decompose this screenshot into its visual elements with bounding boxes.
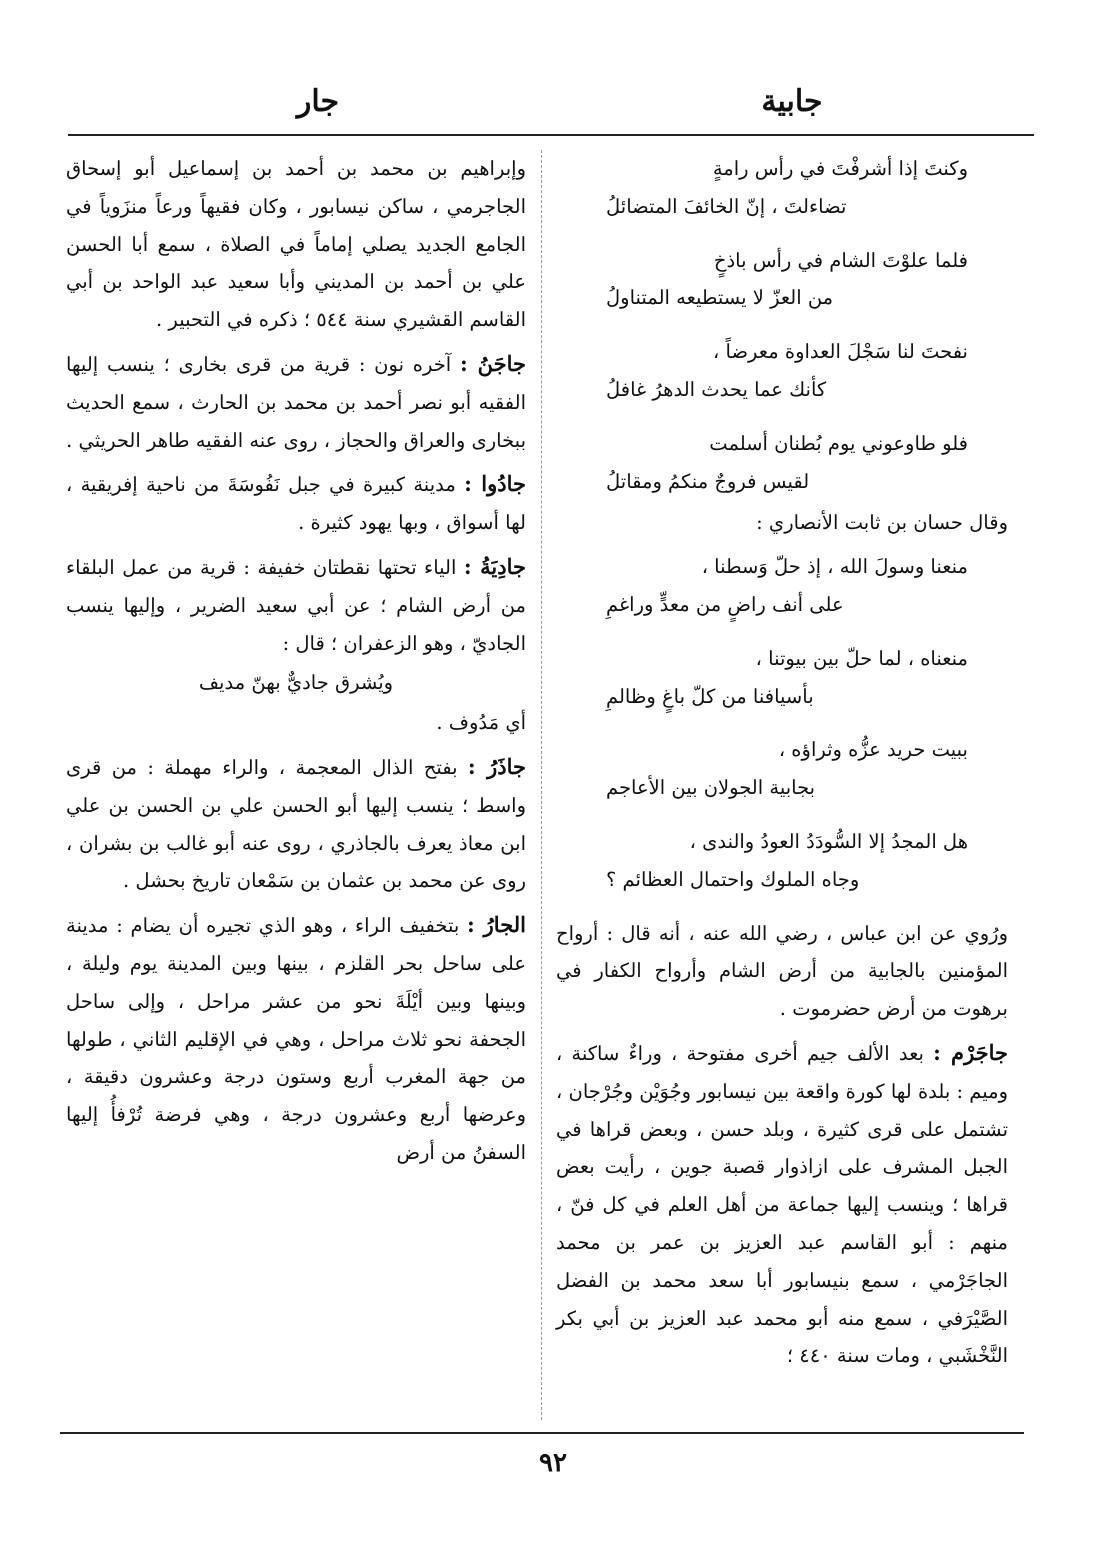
hemistich: لقيس فروجٌ منكمُ ومقاتلُ [606,469,810,493]
entry-headword: جادُوا : [464,471,526,497]
entry-text: آخره نون : قرية من قرى بخارى ؛ ينسب إليها الفقيه أبو نصر أحمد بن محمد بن الحارث ، سمع الحديث ببخارى والعراق والحجاز ، روى عنه الفقيه طاهر الحريثي . [66,352,526,452]
paragraph: ورُوي عن ابن عباس ، رضي الله عنه ، أنه قال : أرواح المؤمنين بالجابية من أرض الشام وأرواح الكفار في برهوت من أرض حضرموت . [556,921,1008,1021]
hemistich: من العزّ لا يستطيعه المتناولُ [606,286,834,310]
hemistich: وجاه الملوك واحتمال العظائم ؟ [606,867,860,891]
entry-jadhar [66,748,526,900]
hemistich: كأنك عما يحدث الدهرُ غافلُ [606,377,827,401]
hemistich: فلو طاوعوني يوم بُطنان أسلمت [709,431,968,455]
entry-headword: جادِيَةُ : [463,553,527,579]
entry-headword: الجارُ : [467,912,526,938]
hemistich: تضاءلتَ ، إنّ الخائفَ المتضائلُ [606,194,847,218]
entry-text: بفتح الذال المعجمة ، والراء مهملة : من قرى واسط ؛ ينسب إليها أبو الحسن علي بن الحسن بن علي ابن معاذ يعرف بالجاذري ، روى عنه أبو غالب بن بشران ، روى عن محمد بن عثمان بن سَمْعان تاريخ بحشل . [66,755,526,893]
note: أي مَدُوف . [436,711,526,735]
entry-headword: جاجَرْم : [933,1039,1009,1065]
hemistich: بجابية الجولان بين الأعاجم [606,776,816,800]
entry-text: مدينة كبيرة في جبل نَفُوسَةَ من ناحية إفريقية ، لها أسواق ، وبها يهود كثيرة . [66,473,526,535]
page-number: ٩٢ [539,1448,567,1478]
verse-line: ويُشرق جاديٌّ بهنّ مديف [198,671,394,695]
hemistich: نفحتَ لنا سَجْلَ العداوة معرضاً ، [713,340,968,364]
verse [556,425,1008,501]
entry-text: بتخفيف الراء ، وهو الذي تجيره أن يضام : مدينة على ساحل بحر القلزم ، بينها وبين المدينة يوم وليلة ، وبينها وبين أيْلَةَ نحو من عشر مراحل ، وإلى ساحل الجحفة نحو ثلاث مراحل ، وهي في الإقليم الثاني ، طولها من جهة المغرب أربع وستون درجة وعشرون دقيقة ، وعرضها أربع وعشرون درجة ، وهي فرضة تُرْفأُ إليها السفنُ من أرض [66,914,526,1164]
hemistich: وكنتَ إذا أشرفْتَ في رأس رامةٍ [712,157,968,180]
entry-text: بعد الألف جيم أخرى مفتوحة ، وراءٌ ساكنة ، وميم : بلدة لها كورة واقعة بين نيسابور وجُوَيْن وجُرْجان ، تشتمل على قرى كثيرة ، وبلد حسن ، وبعض قراها في الجبل المشرف على ازاذوار قصبة جوين ، رأيت بعض قراها ؛ وينسب إليها جماعة من أهل العلم في كل فنّ ، منهم : أبو القاسم عبد العزيز بن عمر بن محمد الجاجَرْمي ، سمع بنيسابور أبا سعد محمد بن الفضل الصَّيْرَفي ، سمع منه أبو محمد عبد العزيز بن أبي بكر النَّخْشَبي ، ومات سنة ٤٤٠ ؛ [556,1041,1008,1368]
verse [556,640,1008,716]
hemistich: منعناه ، لما حلّ بين بيوتنا ، [755,646,968,670]
verse [556,731,1008,807]
entry-jadiya [66,548,526,662]
header-left-word: جار [296,84,340,119]
right-column [556,150,1008,1381]
hemistich: بأسيافنا من كلّ باغٍ وظالمِ [606,684,814,708]
entry-headword: جاذَرُ : [467,753,526,779]
bottom-rule [60,1432,1024,1434]
poem-intro: وقال حسان بن ثابت الأنصاري : [756,511,1008,535]
verse [556,823,1008,899]
column-divider [541,150,542,1420]
hemistich: هل المجدُ إلا السُّودَدُ العودُ والندى ، [689,829,968,853]
entry-headword: جاجَنُ : [460,350,526,376]
entry-jajan [66,345,526,459]
verse [556,333,1008,409]
hemistich: ببيت حريد عزُّه وثراؤه ، [778,738,968,762]
hemistich: منعنا وسولَ الله ، إذ حلّ وَسطنا ، [701,555,968,579]
top-rule [68,134,1034,136]
verse [556,150,1008,226]
entry-jadu [66,465,526,542]
verse [556,242,1008,318]
paragraph: وإبراهيم بن محمد بن أحمد بن إسماعيل أبو إسحاق الجاجرمي ، ساكن نيسابور ، وكان فقيهاً ورعاً منزَوياً في الجامع الجديد يصلي إماماً في الصلاة ، سمع أبا الحسن علي بن أحمد بن المديني وأبا سعيد عبد الواحد بن أبي القاسم القشيري سنة ٥٤٤ ؛ ذكره في التحبير . [66,157,526,332]
verse [556,548,1008,624]
left-column [66,150,526,1178]
entry-jajarm [556,1034,1008,1375]
entry-text: الياء تحتها نقطتان خفيفة : قرية من عمل البلقاء من أرض الشام ؛ عن أبي سعيد الضرير ، وإليها ينسب الجاديّ ، وهو الزعفران ؛ قال : [66,555,526,655]
entry-jar [66,906,526,1172]
hemistich: فلما علوْتَ الشام في رأس باذخٍ [713,248,968,272]
header-right-word: جابية [761,84,823,119]
hemistich: على أنف راضٍ من معدٍّ وراغمِ [606,592,844,616]
